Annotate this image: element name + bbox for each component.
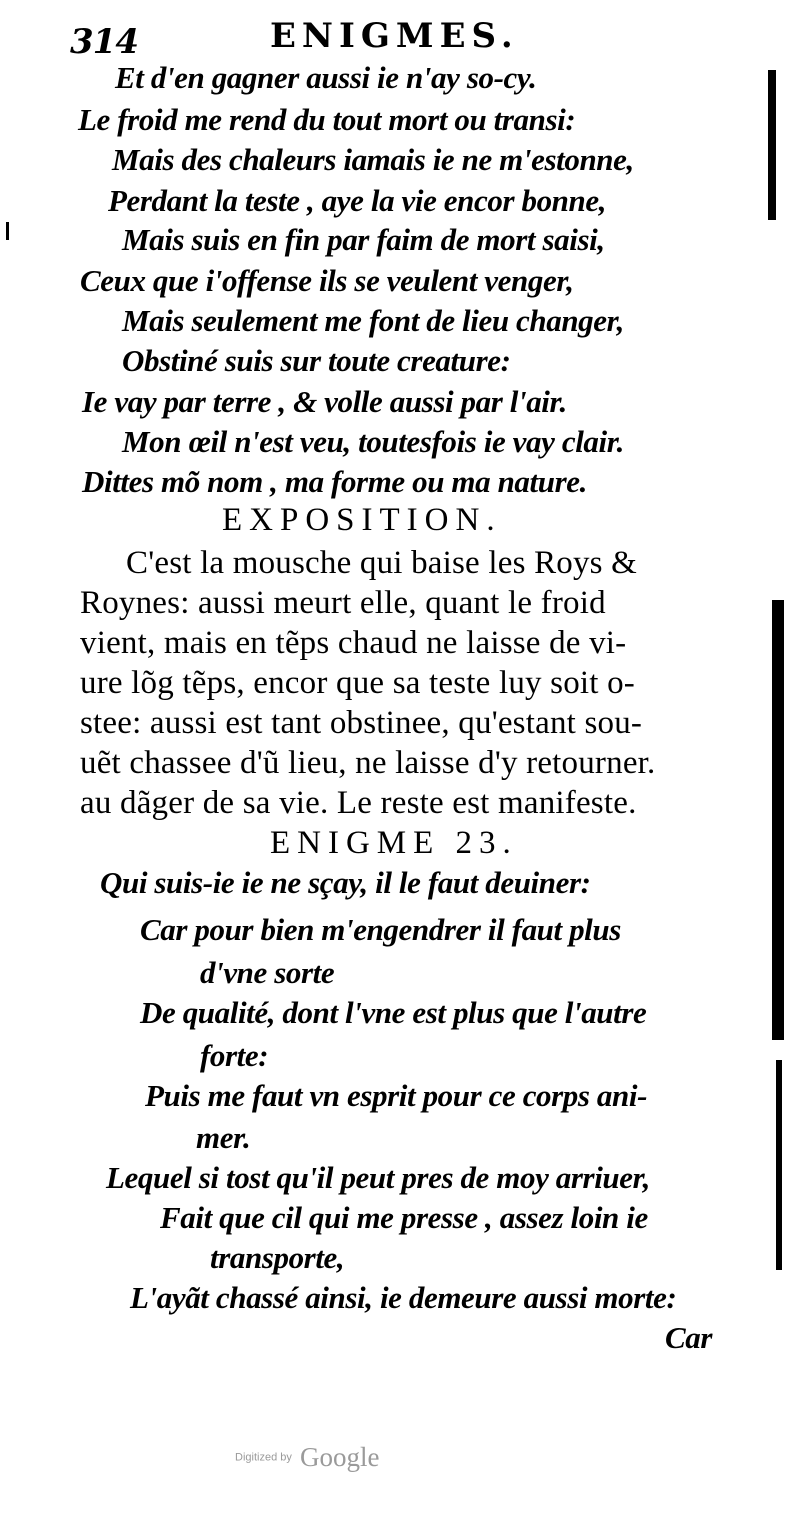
verse-line: Fait que cil qui me presse , assez loin ie: [160, 1200, 648, 1235]
catchword: Car: [665, 1320, 713, 1355]
prose-line: uẽt chassee d'ũ lieu, ne laisse d'y retourner.: [80, 745, 656, 781]
page-edge-shadow: [772, 600, 784, 1040]
prose-line: ure lõg tẽps, encor que sa teste luy soit o-: [80, 665, 635, 701]
verse-line: transporte,: [210, 1240, 345, 1275]
verse-line: Qui suis-ie ie ne sçay, il le faut deuiner:: [100, 865, 591, 900]
prose-line: Roynes: aussi meurt elle, quant le froid: [80, 585, 606, 621]
margin-mark: [6, 222, 9, 240]
verse-line: Mais suis en fin par faim de mort saisi,: [122, 222, 605, 257]
running-head: ENIGMES.: [270, 16, 519, 56]
page-edge-shadow: [776, 1060, 782, 1270]
page-edge-shadow: [768, 70, 776, 220]
enigme-heading: ENIGME 23.: [270, 825, 518, 861]
exposition-heading: EXPOSITION.: [222, 502, 502, 538]
verse-line: Ceux que i'offense ils se veulent venger,: [80, 263, 574, 298]
verse-line: Obstiné suis sur toute creature:: [122, 343, 511, 378]
verse-line: Puis me faut vn esprit pour ce corps ani-: [145, 1078, 648, 1113]
prose-line: au dãger de sa vie. Le reste est manifeste.: [80, 785, 637, 821]
verse-line: Mais seulement me font de lieu changer,: [122, 303, 624, 338]
verse-line: Le froid me rend du tout mort ou transi:: [78, 102, 576, 137]
prose-line: stee: aussi est tant obstinee, qu'estant sou-: [80, 705, 643, 741]
digitized-watermark: [235, 1442, 379, 1473]
verse-line: Ie vay par terre , & volle aussi par l'air.: [82, 384, 567, 419]
verse-line: Mais des chaleurs iamais ie ne m'estonne,: [112, 142, 634, 177]
verse-line: De qualité, dont l'vne est plus que l'autre: [140, 995, 647, 1030]
verse-line: Lequel si tost qu'il peut pres de moy arriuer,: [106, 1160, 650, 1195]
page-number: 314: [70, 22, 138, 62]
verse-line: Dittes mõ nom , ma forme ou ma nature.: [82, 464, 587, 499]
verse-line: mer.: [196, 1120, 251, 1155]
prose-line: C'est la mousche qui baise les Roys &: [126, 545, 638, 581]
verse-line: d'vne sorte: [200, 955, 335, 990]
verse-line: forte:: [200, 1038, 269, 1073]
prose-line: vient, mais en tẽps chaud ne laisse de vi-: [80, 625, 627, 661]
verse-line: Car pour bien m'engendrer il faut plus: [140, 912, 621, 947]
verse-line: Perdant la teste , aye la vie encor bonne,: [108, 183, 607, 218]
verse-line: Mon œil n'est veu, toutesfois ie vay clair.: [122, 424, 625, 459]
watermark-logo: Google: [299, 1442, 380, 1472]
watermark-prefix: Digitized by: [235, 1451, 292, 1464]
verse-line: Et d'en gagner aussi ie n'ay so-cy.: [115, 60, 537, 95]
verse-line: L'ayãt chassé ainsi, ie demeure aussi morte:: [130, 1280, 677, 1315]
